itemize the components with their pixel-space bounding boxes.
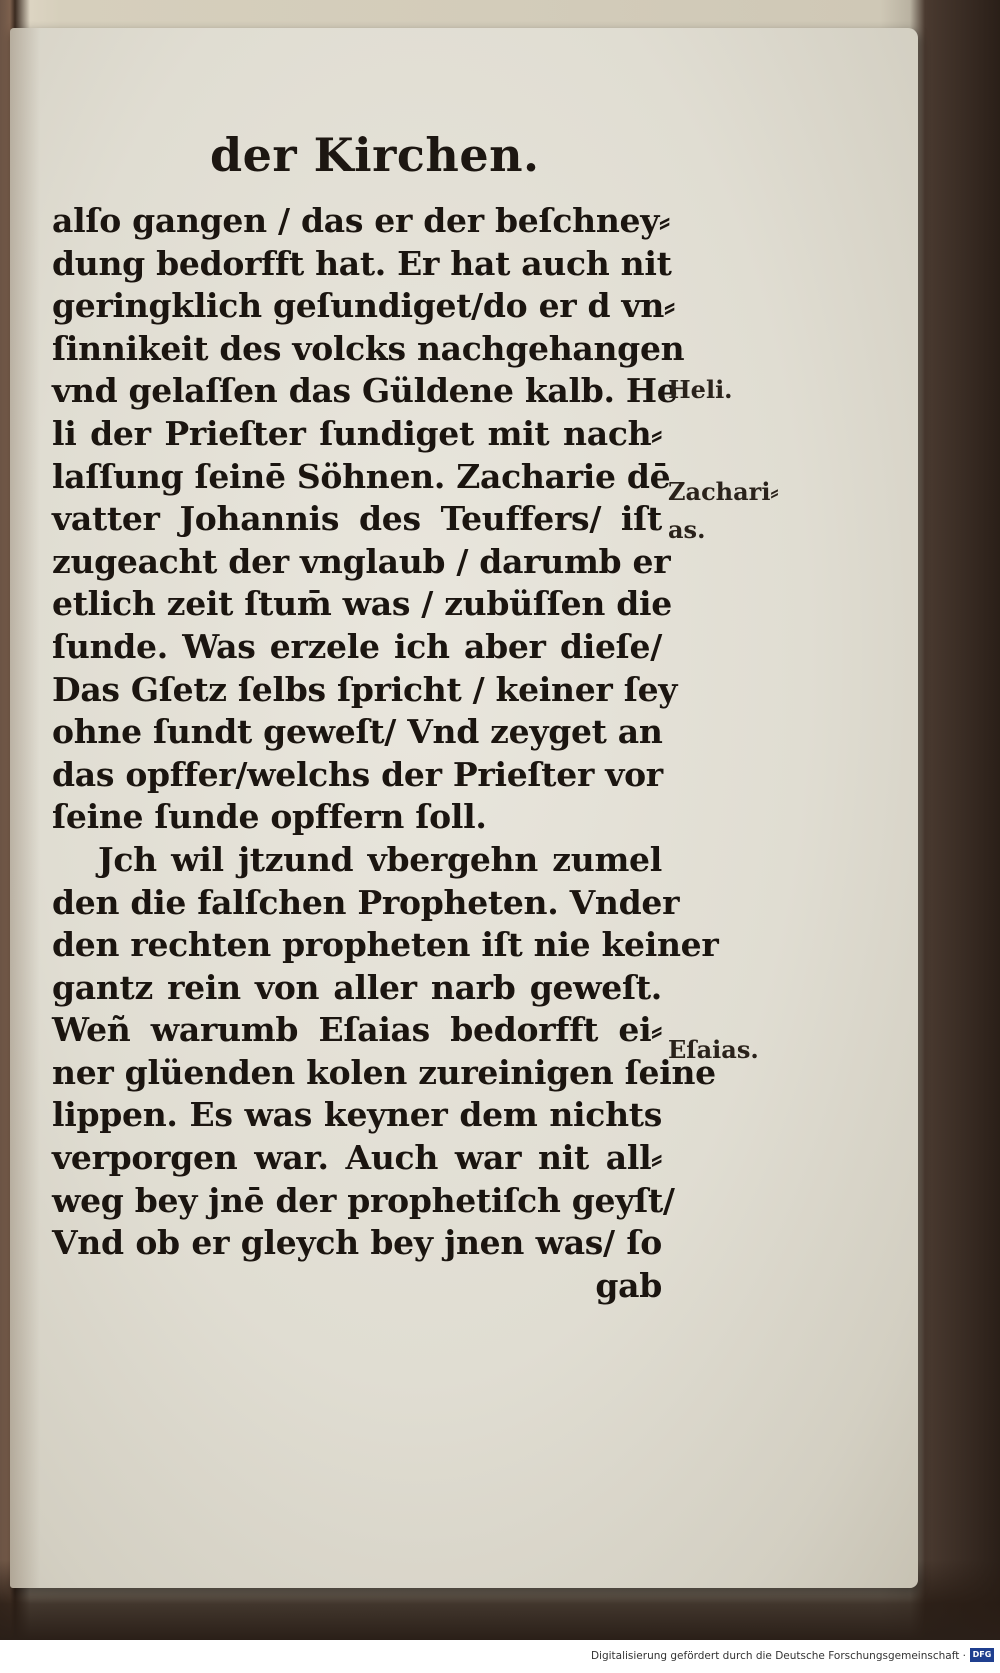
text-line: lippen. Es was keyner dem nichts [52,1095,662,1135]
text-line: weg bey jnē der prophetiſch geyſt/ [52,1180,675,1220]
text-line: zugeacht der vnglaub / darumb er [52,541,671,581]
body-text [52,200,719,1307]
text-line: gantz rein von aller narb geweſt. [52,967,662,1007]
text-line: Jch wil jtzund vbergehn zumel [98,839,662,879]
text-line: Vnd ob er gleych bey jnen was/ ſo [52,1223,662,1263]
margin-note-esaias: Eſaias. [668,1035,759,1064]
text-line: geringklich geſundiget/do er d vn⸗ [52,286,675,326]
margin-note-heli: Heli. [668,375,733,404]
text-line: vnd gelaſſen das Güldene kalb. He [52,371,678,411]
text-line: li der Prieſter ſundiget mit nach⸗ [52,413,662,453]
text-line: ſunde. Was erzele ich aber dieſe/ [52,626,662,666]
dfg-logo: DFG [970,1648,994,1662]
text-line: dung bedorfft hat. Er hat auch nit [52,243,672,283]
digitization-credit: Digitalisierung gefördert durch die Deutsche Forschungsgemeinschaft · [590,1650,966,1662]
text-line: das opffer/welchs der Prieſter vor [52,754,663,794]
margin-note-zacharias-cont: as. [668,515,706,544]
catchword: gab [595,1265,662,1305]
text-line: verporgen war. Auch war nit all⸗ [52,1138,662,1178]
text-line: etlich zeit ſtum̄ was / zubüſſen die [52,584,672,624]
text-line: den rechten propheten iſt nie keiner [52,925,719,965]
text-line: ner glüenden kolen zureinigen ſeine [52,1052,716,1092]
text-line: Weñ warumb Eſaias bedorfft ei⸗ [52,1010,662,1050]
text-line: vatter Johannis des Teuffers/ iſt [52,499,662,539]
margin-note-zacharias: Zachari⸗ [668,477,779,506]
text-line: den die falſchen Propheten. Vnder [52,882,680,922]
text-line: ohne ſundt geweſt/ Vnd zeyget an [52,712,663,752]
running-header: der Kirchen. [210,128,540,182]
text-line: alſo gangen / das er der beſchney⸗ [52,201,670,240]
text-line: Das Gſetz ſelbs ſpricht / keiner ſey [52,669,678,709]
text-line: ſinnikeit des volcks nachgehangen [52,328,685,368]
text-line: laſſung ſeinē Söhnen. Zacharie dē [52,456,671,496]
page-gutter-shadow [10,28,40,1588]
text-line: ſeine ſunde opffern ſoll. [52,797,487,837]
